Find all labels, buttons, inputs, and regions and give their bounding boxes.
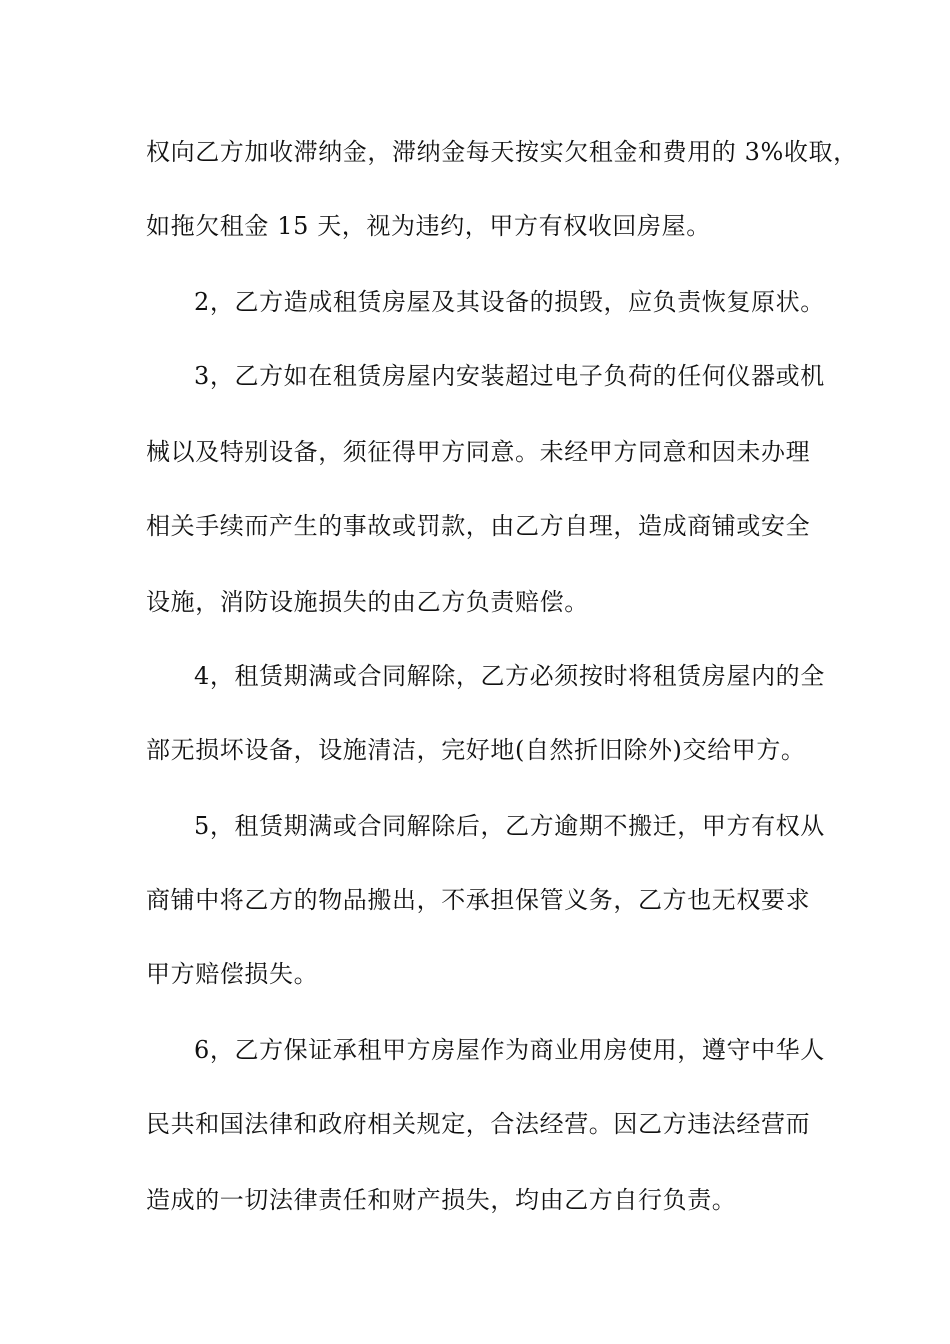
text-line: 商铺中将乙方的物品搬出，不承担保管义务，乙方也无权要求 (146, 886, 811, 914)
text-line: 部无损坏设备，设施清洁，完好地(自然折旧除外)交给甲方。 (146, 736, 806, 764)
text-line: 权向乙方加收滞纳金，滞纳金每天按实欠租金和费用的 3%收取， (146, 138, 858, 166)
text-line: 设施，消防设施损失的由乙方负责赔偿。 (146, 588, 589, 616)
text-line: 甲方赔偿损失。 (146, 960, 319, 988)
paragraph-5-start: 5，租赁期满或合同解除后，乙方逾期不搬迁，甲方有权从 (194, 812, 825, 840)
text-line: 如拖欠租金 15 天，视为违约，甲方有权收回房屋。 (146, 212, 711, 240)
paragraph-4-start: 4，租赁期满或合同解除，乙方必须按时将租赁房屋内的全 (194, 662, 825, 690)
text-line: 造成的一切法律责任和财产损失，均由乙方自行负责。 (146, 1186, 737, 1214)
text-line: 械以及特别设备，须征得甲方同意。未经甲方同意和因未办理 (146, 438, 811, 466)
text-line: 相关手续而产生的事故或罚款，由乙方自理，造成商铺或安全 (146, 512, 811, 540)
paragraph-6-start: 6，乙方保证承租甲方房屋作为商业用房使用，遵守中华人 (194, 1036, 825, 1064)
paragraph-3-start: 3，乙方如在租赁房屋内安装超过电子负荷的任何仪器或机 (194, 362, 825, 390)
paragraph-2-start: 2，乙方造成租赁房屋及其设备的损毁，应负责恢复原状。 (194, 288, 825, 316)
text-line: 民共和国法律和政府相关规定，合法经营。因乙方违法经营而 (146, 1110, 811, 1138)
